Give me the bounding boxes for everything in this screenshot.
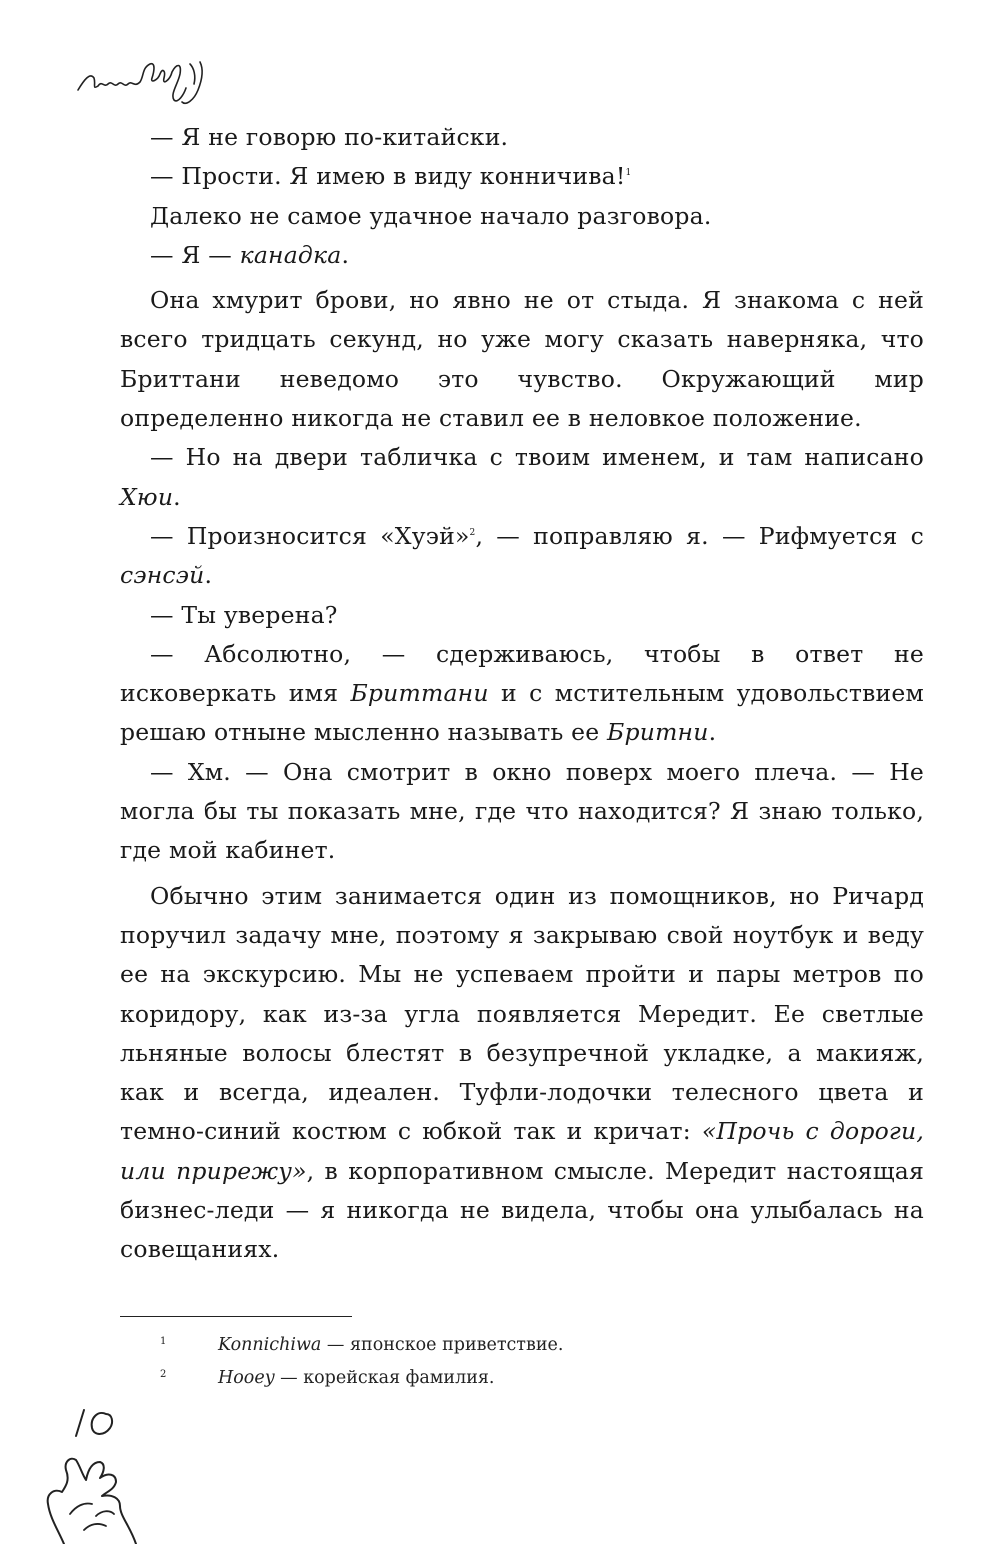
paragraph: — Ты уверена?: [150, 600, 338, 629]
hand-drawing-icon: [40, 1440, 150, 1544]
paragraph: — Я не говорю по-китайски.: [150, 123, 509, 151]
author-signature: [70, 50, 240, 110]
paragraph: Далеко не самое удачное начало разговора.: [150, 201, 712, 230]
paragraph: — Прости. Я имею в виду конничива!$^1$: [150, 162, 632, 191]
footnote: 1 Konnichiwa — японское приветствие.: [160, 1330, 760, 1363]
paragraph: — Но на двери табличка с твоим именем, и там написано Хюи.: [120, 443, 924, 511]
paragraph: — Произносится «Хуэй»$^2$, — поправляю я. — Рифмуется с сэнсэй.: [120, 521, 924, 590]
page-number: [66, 1402, 126, 1442]
footnote-number: 2: [160, 1369, 167, 1380]
paragraph: — Абсолютно, — сдерживаюсь, чтобы в ответ не исковеркать имя Бриттани и с мстительным удовольствием решаю отныне мысленно называть ее Бритни.: [120, 639, 924, 747]
paragraph: — Хм. — Она смотрит в окно поверх моего плеча. — Не могла бы ты показать мне, где что находится? Я знаю только, где мой кабинет.: [120, 757, 924, 865]
paragraph: Обычно этим занимается один из помощников, но Ричард поручил задачу мне, поэтому я закрываю свой ноутбук и веду ее на экскурсию. Мы не успеваем пройти и пары метров по коридору, как из-за угла появляется Мередит. Ее светлые льняные волосы блестят в безупречной укладке, а макияж, как и всегда, идеален. Туфли-лодочки телесного цвета и темно-синий костюм с юбкой так и кричат: «Прочь с дороги, или прирежу», в корпоративном смысле. Мередит настоящая бизнес-леди — я никогда не видела, чтобы она улыбалась на совещаниях.: [120, 881, 924, 1264]
footnote-divider: [120, 1316, 352, 1317]
footnotes: [160, 1330, 760, 1396]
paragraph: Она хмурит брови, но явно не от стыда. Я знакома с ней всего тридцать секунд, но уже могу сказать наверняка, что Бриттани неведомо это чувство. Окружающий мир определенно никогда не ставил ее в неловкое положение.: [120, 286, 924, 433]
signature-handwriting-icon: [70, 50, 240, 110]
hand-doodle: [40, 1440, 150, 1544]
footnote-ref: 2: [469, 528, 476, 539]
handwritten-page-number-icon: [66, 1402, 126, 1442]
footnote-number: 1: [160, 1336, 167, 1347]
paragraph: — Я — канадка.: [150, 240, 350, 269]
footnote-ref: 1: [625, 168, 632, 179]
main-text: [120, 118, 924, 1270]
footnote: 2 Hooey — корейская фамилия.: [160, 1363, 760, 1396]
